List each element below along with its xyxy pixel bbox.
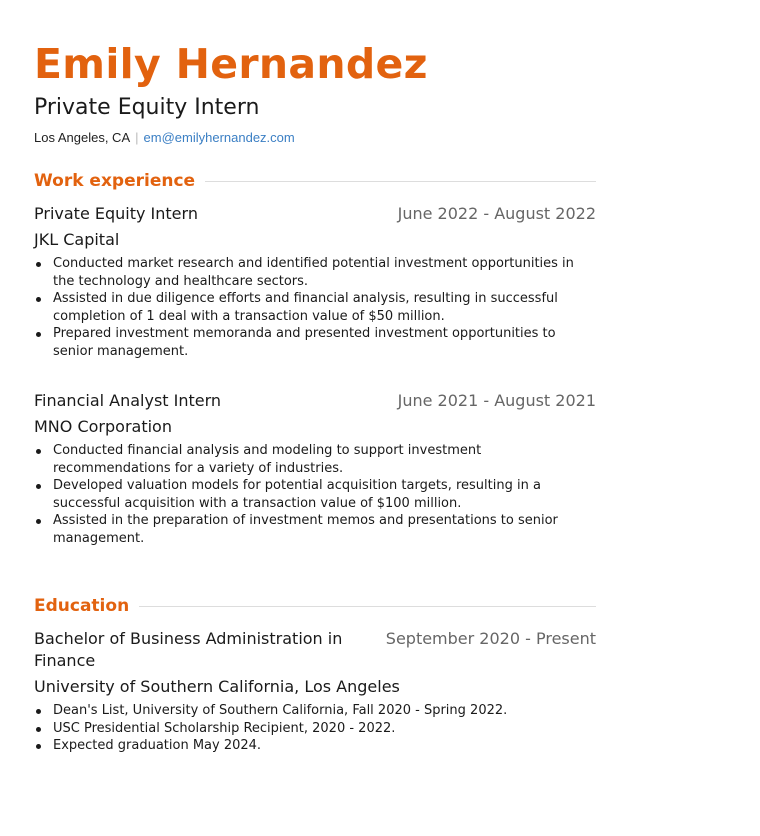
email-link[interactable]: em@emilyhernandez.com — [143, 130, 295, 145]
job-title: Financial Analyst Intern — [34, 391, 222, 410]
list-item: Conducted market research and identified potential investment opportunities in the technology and healthcare sectors. — [34, 255, 596, 290]
list-item: Assisted in the preparation of investment memos and presentations to senior management. — [34, 512, 596, 547]
location-text: Los Angeles, CA — [34, 130, 131, 145]
bullet-icon — [36, 449, 41, 454]
company-name: MNO Corporation — [34, 417, 172, 436]
job-title: Private Equity Intern — [34, 204, 198, 223]
list-item: Expected graduation May 2024. — [34, 737, 596, 755]
company-name: JKL Capital — [34, 230, 120, 249]
section-title-work: Work experience — [34, 171, 196, 191]
list-item: Prepared investment memoranda and presented investment opportunities to senior management. — [34, 325, 596, 360]
bullet-icon — [36, 727, 41, 732]
bullet-icon — [36, 519, 41, 524]
section-divider — [139, 606, 596, 607]
degree-title: Bachelor of Business Administration in Finance — [34, 629, 343, 670]
bullet-icon — [36, 332, 41, 337]
candidate-headline: Private Equity Intern — [34, 95, 260, 120]
education-entry — [34, 628, 596, 755]
bullet-icon — [36, 744, 41, 749]
school-name: University of Southern California, Los Angeles — [34, 677, 400, 696]
work-experience-header — [34, 169, 596, 193]
job-dates: June 2021 - August 2021 — [397, 391, 596, 410]
list-item: USC Presidential Scholarship Recipient, 2020 - 2022. — [34, 720, 596, 738]
section-divider — [205, 181, 596, 182]
work-entry — [34, 390, 596, 547]
candidate-name: Emily Hernandez — [34, 40, 428, 88]
work-entry — [34, 203, 596, 360]
list-item: Conducted financial analysis and modeling to support investment recommendations for a variety of industries. — [34, 442, 596, 477]
job-dates: June 2022 - August 2022 — [397, 204, 596, 223]
job-bullets — [34, 255, 596, 360]
contact-line — [34, 129, 295, 146]
contact-separator: | — [135, 130, 139, 145]
bullet-icon — [36, 484, 41, 489]
bullet-icon — [36, 709, 41, 714]
bullet-icon — [36, 262, 41, 267]
list-item: Developed valuation models for potential acquisition targets, resulting in a successful acquisition with a transaction value of $100 million. — [34, 477, 596, 512]
bullet-icon — [36, 297, 41, 302]
job-bullets — [34, 442, 596, 547]
section-title-education: Education — [34, 596, 130, 616]
education-bullets — [34, 702, 596, 755]
education-header — [34, 594, 596, 618]
list-item: Dean's List, University of Southern California, Fall 2020 - Spring 2022. — [34, 702, 596, 720]
list-item: Assisted in due diligence efforts and financial analysis, resulting in successful completion of 1 deal with a transaction value of $50 million. — [34, 290, 596, 325]
education-dates: September 2020 - Present — [385, 629, 596, 648]
